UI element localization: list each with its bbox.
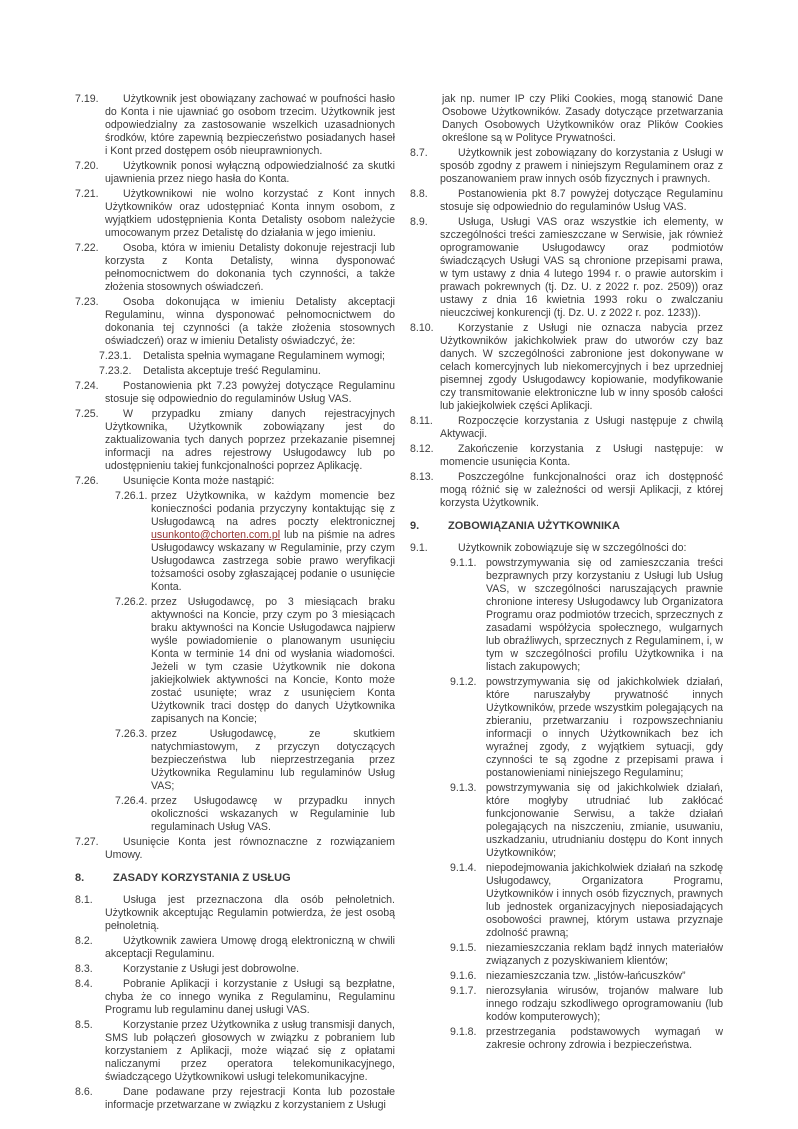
- clause-number: 7.26.2.: [115, 596, 148, 608]
- clause-text: ZASADY KORZYSTANIA Z USŁUG: [113, 872, 291, 884]
- clause-7-26-4: [75, 795, 395, 834]
- clause-text: ZOBOWIĄZANIA UŻYTKOWNIKA: [448, 520, 620, 532]
- clause-number: 8.1.: [75, 894, 93, 906]
- clause-number: 8.8.: [410, 188, 428, 200]
- clause-7-26: [75, 475, 395, 488]
- clause-number: 7.26.3.: [115, 728, 148, 740]
- clause-text: Usunięcie Konta jest równoznaczne z rozwiązaniem Umowy.: [105, 836, 395, 861]
- clause-9-1: [410, 542, 723, 555]
- clause-7-24: [75, 380, 395, 406]
- clause-text: W przypadku zmiany danych rejestracyjnych Użytkownika, Użytkownik zobowiązany jest do zaktualizowania tych danych poprzez przekazanie pisemnej informacji na adres rejestrowy Usługodawcy lub po udostępnieniu takiej funkcjonalności poprzez Aplikację.: [105, 408, 395, 472]
- clause-number: 7.23.1.: [99, 350, 132, 362]
- clause-text: Usunięcie Konta może nastąpić:: [123, 475, 275, 487]
- clause-number: 7.26.: [75, 475, 99, 487]
- clause-number: 9.1.: [410, 542, 428, 554]
- clause-text: niepodejmowania jakichkolwiek działań na szkodę Usługodawcy, Organizatora Programu, Użytkowników i innych osób fizycznych, prawnych lub jednostek organizacyjnych nieposiadających osobowości prawnej, którym ustawa przyznaje zdolność prawną;: [486, 862, 723, 939]
- clause-text: jak np. numer IP czy Pliki Cookies, mogą stanowić Dane Osobowe Użytkowników. Zasady dotyczące przetwarzania Danych Osobowych Użytkowników oraz Plików Cookies określone są w Polityce Prywatności.: [442, 93, 723, 144]
- clause-number: 8.2.: [75, 935, 93, 947]
- clause-number: 8.5.: [75, 1019, 93, 1031]
- clause-8-9: [410, 216, 723, 320]
- clause-7-25: [75, 408, 395, 473]
- clause-number: 9.1.5.: [450, 942, 477, 954]
- section-heading-8: [75, 872, 395, 885]
- clause-number: 9.1.7.: [450, 985, 477, 997]
- clause-7-23-2: [75, 365, 395, 378]
- clause-number: 8.13.: [410, 471, 434, 483]
- clause-9-1-4: [410, 862, 723, 940]
- clause-number: 9.1.4.: [450, 862, 477, 874]
- clause-number: 8.: [75, 872, 85, 884]
- clause-text: Detalista spełnia wymagane Regulaminem wymogi;: [143, 350, 386, 362]
- clause-text: Pobranie Aplikacji i korzystanie z Usługi są bezpłatne, chyba że co innego wynika z Regulaminu, Regulaminu Programu lub regulaminu danej usługi VAS.: [105, 978, 395, 1016]
- clause-text: Detalista akceptuje treść Regulaminu.: [143, 365, 321, 377]
- clause-continuation: [410, 93, 723, 145]
- clause-number: 7.27.: [75, 836, 99, 848]
- clause-text: Korzystanie z Usługi nie oznacza nabycia przez Użytkowników jakichkolwiek praw do utworów czy baz danych. W szczególności zabronione jest dokonywane w celach komercyjnych lub niekomercyjnych i bez uprzedniej pisemnej zgody Usługodawcy kopiowanie, modyfikowanie czy transmitowanie elektroniczne lub w inny sposób całości lub jakiejkolwiek części Aplikacji.: [440, 322, 723, 412]
- clause-9-1-6: [410, 970, 723, 983]
- clause-8-4: [75, 978, 395, 1017]
- clause-8-7: [410, 147, 723, 186]
- clause-number: 8.4.: [75, 978, 93, 990]
- clause-8-3: [75, 963, 395, 976]
- clause-7-19: [75, 93, 395, 158]
- clause-7-20: [75, 160, 395, 186]
- clause-text: powstrzymywania się od zamieszczania treści bezprawnych przy korzystaniu z Usługi lub Usług VAS, w szczególności naruszających prawnie chronione interesy Usługodawcy lub Organizatora Programu oraz podmiotów trzecich, sprzecznych z zasadami współżycia społecznego, wulgarnych lub obraźliwych, sprzecznych z Regulaminem, i, w tym w szczególności profilu Użytkownika i na listach zakupowych;: [486, 557, 723, 673]
- clause-number: 7.25.: [75, 408, 99, 420]
- clause-text: Usługa, Usługi VAS oraz wszystkie ich elementy, w szczególności treści zamieszczane w Serwisie, jak również oprogramowanie Usługodawcy oraz podmiotów świadczących Usługi VAS są chronione przepisami prawa, w tym ustawy z dnia 4 lutego 1994 r. o prawie autorskim i prawach pokrewnych (tj. Dz. U. z 2022 r. poz. 2509)) oraz ustawy z dnia 16 kwietnia 1993 roku o zwalczaniu nieuczciwej konkurencji (tj. Dz. U. z 2022 r. poz. 1233)).: [440, 216, 723, 319]
- clause-text: przez Usługodawcę, ze skutkiem natychmiastowym, z przyczyn dotyczących bezpieczeństwa lub nieprzestrzegania przez Użytkownika Regulaminu lub regulaminów Usług VAS;: [151, 728, 395, 792]
- clause-text: Użytkownik jest zobowiązany do korzystania z Usługi w sposób zgodny z prawem i niniejszym Regulaminem oraz z poszanowaniem praw innych osób fizycznych i prawnych.: [440, 147, 723, 185]
- clause-text: przez Użytkownika, w każdym momencie bez konieczności podania przyczyny kontaktując się z Usługodawcą na adres poczty elektronicznej: [151, 490, 395, 528]
- clause-text: Zakończenie korzystania z Usługi następuje: w momencie usunięcia Konta.: [440, 443, 723, 468]
- clause-7-23-1: [75, 350, 395, 363]
- clause-8-2: [75, 935, 395, 961]
- clause-number: 8.9.: [410, 216, 428, 228]
- clause-text: nierozsyłania wirusów, trojanów malware lub innego rodzaju szkodliwego oprogramowaniu (lub kodów komputerowych);: [486, 985, 723, 1023]
- clause-7-26-3: [75, 728, 395, 793]
- clause-text: Korzystanie z Usługi jest dobrowolne.: [123, 963, 300, 975]
- clause-text: Korzystanie przez Użytkownika z usług transmisji danych, SMS lub połączeń głosowych w związku z pobraniem lub korzystaniem z Aplikacji, może wiązać się z opłatami naliczanymi przez operatora telekomunikacyjnego, świadczącego Użytkownikowi usługi telekomunikacyjne.: [105, 1019, 395, 1083]
- clause-text: Użytkownik jest obowiązany zachować w poufności hasło do Konta i nie ujawniać go osobom trzecim. Użytkownik jest odpowiedzialny za zastosowanie wszelkich uzasadnionych środków, które zapewnią bezpieczeństwo posiadanych haseł i Kont przed dostępem osób nieuprawnionych.: [105, 93, 395, 157]
- clause-number: 7.20.: [75, 160, 99, 172]
- clause-number: 9.1.3.: [450, 782, 477, 794]
- clause-9-1-7: [410, 985, 723, 1024]
- clause-number: 7.23.: [75, 296, 99, 308]
- clause-9-1-5: [410, 942, 723, 968]
- clause-text: Użytkownik zawiera Umowę drogą elektroniczną w chwili akceptacji Regulaminu.: [105, 935, 395, 960]
- clause-text: Użytkownikowi nie wolno korzystać z Kont innych Użytkowników oraz udostępniać Konta innym osobom, z wyjątkiem udostępnienia Konta Detalisty osobom należycie umocowanym przez Detalistę do działania w jego imieniu.: [105, 188, 395, 239]
- clause-text: Dane podawane przy rejestracji Konta lub pozostałe informacje przetwarzane w związku z korzystaniem z Usługi: [105, 1086, 395, 1111]
- clause-text: przez Usługodawcę w przypadku innych okoliczności wskazanych w Regulaminie lub regulaminach Usług VAS.: [151, 795, 395, 833]
- clause-number: 8.10.: [410, 322, 434, 334]
- clause-text: Rozpoczęcie korzystania z Usługi następuje z chwilą Aktywacji.: [440, 415, 723, 440]
- clause-text: powstrzymywania się od jakichkolwiek działań, które naruszałyby prywatność innych Użytkowników, przede wszystkim polegających na zbieraniu, przetwarzaniu i rozpowszechnianiu informacji o innych Użytkownikach bez ich wyraźnej zgody, z wyjątkiem sytuacji, gdy czynności te są zgodne z przepisami prawa i postanowieniami niniejszego Regulaminu;: [486, 676, 723, 779]
- clause-text: Osoba dokonująca w imieniu Detalisty akceptacji Regulaminu, winna dysponować pełnomocnictwem do dokonania tej czynności (a także złożenia stosownych oświadczeń) oraz w imieniu Detalisty oświadczyć, że:: [105, 296, 395, 347]
- right-column: [410, 93, 723, 1114]
- clause-text: przestrzegania podstawowych wymagań w zakresie ochrony zdrowia i bezpieczeństwa.: [486, 1026, 723, 1051]
- clause-text: przez Usługodawcę, po 3 miesiącach braku aktywności na Koncie, przy czym po 3 miesiącach braku aktywności na Koncie Usługodawca najpierw wyśle powiadomienie o planowanym usunięciu Konta w terminie 14 dni od wysłania wiadomości. Jeżeli w tym czasie Użytkownik nie dokona jakiejkolwiek aktywności na Koncie, Konto może zostać usunięte; wraz z usunięciem Konta Użytkownik traci dostęp do danych Użytkownika zapisanych na Koncie;: [151, 596, 395, 725]
- clause-number: 7.19.: [75, 93, 99, 105]
- clause-number: 9.1.2.: [450, 676, 477, 688]
- clause-8-1: [75, 894, 395, 933]
- clause-text: Osoba, która w imieniu Detalisty dokonuje rejestracji lub korzysta z Konta Detalisty, winna dysponować pełnomocnictwem do dokonania tych czynności, a także złożenia stosownych oświadczeń.: [105, 242, 395, 293]
- clause-9-1-2: [410, 676, 723, 780]
- clause-9-1-1: [410, 557, 723, 674]
- clause-8-5: [75, 1019, 395, 1084]
- clause-number: 8.12.: [410, 443, 434, 455]
- clause-number: 9.: [410, 520, 420, 532]
- clause-8-12: [410, 443, 723, 469]
- clause-number: 9.1.6.: [450, 970, 477, 982]
- left-column: [75, 93, 395, 1114]
- clause-8-11: [410, 415, 723, 441]
- clause-number: 9.1.1.: [450, 557, 477, 569]
- clause-8-6: [75, 1086, 395, 1112]
- clause-9-1-3: [410, 782, 723, 860]
- clause-number: 7.23.2.: [99, 365, 132, 377]
- clause-text: Usługa jest przeznaczona dla osób pełnoletnich. Użytkownik akceptując Regulamin potwierdza, że jest osobą pełnoletnią.: [105, 894, 395, 932]
- clause-7-21: [75, 188, 395, 240]
- clause-text: Poszczególne funkcjonalności oraz ich dostępność mogą różnić się w zależności od wersji Aplikacji, z której korzysta Użytkownik.: [440, 471, 723, 509]
- clause-7-26-1: [75, 490, 395, 594]
- clause-8-8: [410, 188, 723, 214]
- clause-number: 7.21.: [75, 188, 99, 200]
- clause-number: 8.11.: [410, 415, 433, 427]
- email-link[interactable]: usunkonto@chorten.com.pl: [151, 529, 281, 541]
- clause-text: Postanowienia pkt 8.7 powyżej dotyczące Regulaminu stosuje się odpowiednio do regulaminów Usług VAS.: [440, 188, 723, 213]
- clause-number: 7.26.1.: [115, 490, 148, 502]
- clause-text: Użytkownik zobowiązuje się w szczególności do:: [458, 542, 687, 554]
- clause-9-1-8: [410, 1026, 723, 1052]
- clause-number: 8.7.: [410, 147, 428, 159]
- clause-7-26-2: [75, 596, 395, 726]
- clause-text: powstrzymywania się od jakichkolwiek działań, które mogłyby utrudniać lub zakłócać funkcjonowanie Serwisu, a także działań polegających na niszczeniu, zmianie, usuwaniu, uszkadzaniu, utrudnianiu dostępu do Kont innych Użytkowników;: [486, 782, 723, 859]
- clause-number: 7.24.: [75, 380, 99, 392]
- clause-7-23: [75, 296, 395, 348]
- clause-text: Postanowienia pkt 7.23 powyżej dotyczące Regulaminu stosuje się odpowiednio do regulaminów Usług VAS.: [105, 380, 395, 405]
- clause-7-22: [75, 242, 395, 294]
- clause-number: 7.22.: [75, 242, 99, 254]
- clause-number: 8.6.: [75, 1086, 93, 1098]
- clause-text: niezamieszczania reklam bądź innych materiałów związanych z pozyskiwaniem klientów;: [486, 942, 723, 967]
- clause-7-27: [75, 836, 395, 862]
- clause-number: 9.1.8.: [450, 1026, 477, 1038]
- clause-8-10: [410, 322, 723, 413]
- clause-8-13: [410, 471, 723, 510]
- clause-text: Użytkownik ponosi wyłączną odpowiedzialność za skutki ujawnienia przez niego hasła do Konta.: [105, 160, 395, 185]
- section-heading-9: [410, 520, 723, 533]
- clause-text-after-link: lub na piśmie na adres Usługodawcy wskazany w Regulaminie, przy czym Usługodawca zastrzega sobie prawo weryfikacji tożsamości osoby zgłaszającej podanie o usunięcie Konta.: [151, 529, 395, 593]
- clause-text: niezamieszczania tzw. „listów-łańcuszków”: [486, 970, 686, 982]
- clause-number: 7.26.4.: [115, 795, 148, 807]
- clause-number: 8.3.: [75, 963, 93, 975]
